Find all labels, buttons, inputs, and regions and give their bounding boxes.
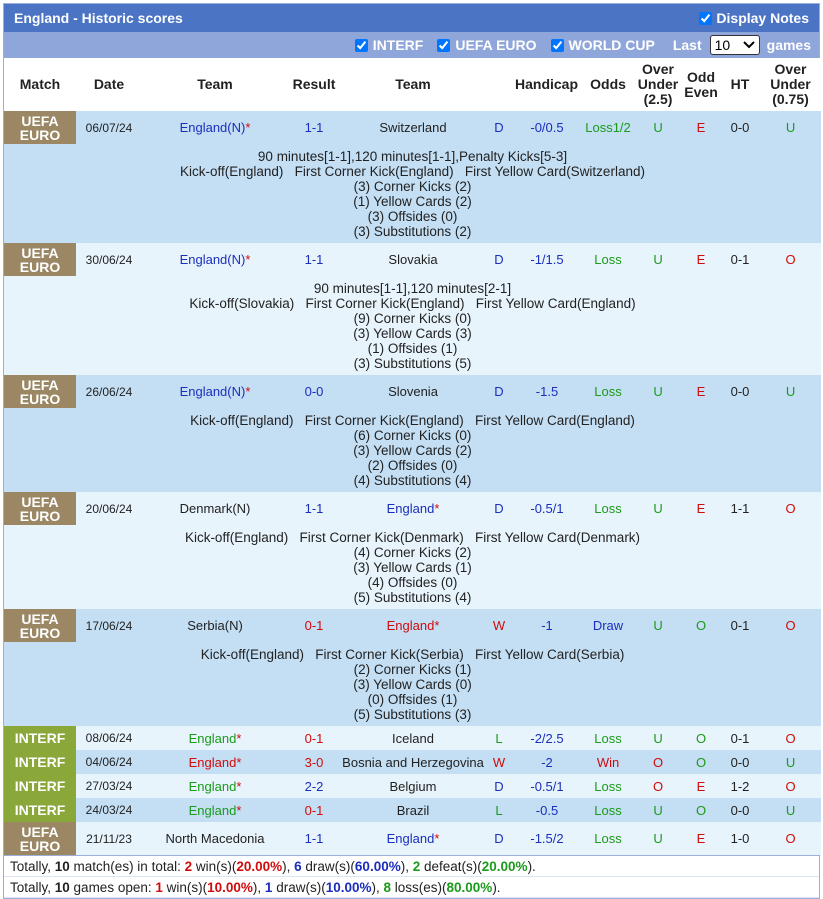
- home-team-name: Serbia(N): [187, 618, 243, 633]
- filter-bar: [4, 32, 819, 58]
- notes-line: (3) Substitutions (2): [353, 224, 472, 239]
- match-result[interactable]: 2-2: [288, 774, 340, 798]
- outcome-letter: D: [486, 822, 512, 855]
- notes-line: Kick-off(England) First Corner Kick(Serbia) First Yellow Card(Serbia): [200, 647, 625, 662]
- notes-line: (0) Offsides (1): [367, 692, 458, 707]
- away-team-name: England: [386, 501, 435, 516]
- odd-even: E: [682, 774, 720, 798]
- match-notes-row: [4, 276, 821, 375]
- over-under-075: O: [760, 726, 821, 750]
- col-result: Result: [288, 58, 340, 111]
- match-notes-row: [4, 525, 821, 609]
- col-odd-even: Odd Even: [682, 58, 720, 111]
- match-date: 24/03/24: [76, 798, 142, 822]
- handicap-value: -0.5: [512, 798, 582, 822]
- england-marker: *: [434, 831, 440, 846]
- over-under-25: U: [634, 375, 682, 408]
- match-row: [4, 609, 821, 642]
- home-team-name: North Macedonia: [165, 831, 265, 846]
- match-row: [4, 798, 821, 822]
- col-ht: HT: [720, 58, 760, 111]
- notes-line: (1) Offsides (1): [367, 341, 458, 356]
- over-under-075: U: [760, 111, 821, 144]
- match-date: 04/06/24: [76, 750, 142, 774]
- away-team-name: England: [386, 831, 435, 846]
- half-time-score: 1-1: [720, 492, 760, 525]
- home-team[interactable]: [142, 726, 288, 750]
- match-date: 20/06/24: [76, 492, 142, 525]
- competition-label: INTERF: [14, 778, 66, 794]
- match-notes-row: [4, 642, 821, 726]
- away-team-name: Slovakia: [388, 252, 438, 267]
- odd-even: E: [682, 243, 720, 276]
- filter-interf-label: INTERF: [372, 37, 424, 53]
- notes-line: 90 minutes[1-1],120 minutes[1-1],Penalty Kicks[5-3]: [257, 149, 568, 164]
- notes-line: (3) Corner Kicks (2): [353, 179, 472, 194]
- home-team-name: Denmark(N): [179, 501, 251, 516]
- competition-label-2: EURO: [19, 624, 61, 641]
- title-bar: [4, 4, 819, 32]
- away-team-name: Slovenia: [388, 384, 438, 399]
- col-over-under-075: Over Under (0.75): [760, 58, 821, 111]
- scores-body: [4, 111, 821, 855]
- odds-result: Draw: [582, 609, 634, 642]
- filter-euro[interactable]: [437, 37, 536, 53]
- competition-badge[interactable]: [4, 750, 76, 774]
- away-team-name: Bosnia and Herzegovina: [342, 754, 484, 770]
- over-under-075: U: [760, 750, 821, 774]
- competition-badge[interactable]: [4, 492, 76, 525]
- handicap-value: -0/0.5: [512, 111, 582, 144]
- filter-worldcup[interactable]: [551, 37, 655, 53]
- match-notes: [4, 525, 821, 609]
- summary-line-results: Totally, 10 match(es) in total: 2 win(s)(20.00%), 6 draw(s)(60.00%), 2 defeat(s)(20.00%).: [4, 856, 819, 877]
- notes-line: (3) Yellow Cards (2): [353, 443, 472, 458]
- half-time-score: 0-0: [720, 111, 760, 144]
- england-marker: *: [236, 778, 242, 794]
- home-team-name: England(N): [179, 384, 246, 399]
- half-time-score: 1-0: [720, 822, 760, 855]
- odd-even: E: [682, 822, 720, 855]
- competition-label: UEFA: [21, 823, 59, 840]
- competition-badge[interactable]: [4, 822, 76, 855]
- away-team-name: Belgium: [389, 778, 437, 794]
- match-notes: [4, 642, 821, 726]
- outcome-letter: D: [486, 375, 512, 408]
- notes-line: (4) Substitutions (4): [353, 473, 472, 488]
- notes-line: Kick-off(England) First Corner Kick(England) First Yellow Card(Switzerland): [180, 164, 645, 179]
- col-match: Match: [4, 58, 76, 111]
- display-notes-checkbox[interactable]: [699, 12, 712, 25]
- historic-scores-panel: [3, 3, 820, 899]
- away-team[interactable]: [340, 492, 486, 525]
- home-team[interactable]: [142, 243, 288, 276]
- home-team-name: England(N): [179, 252, 246, 267]
- competition-label-2: EURO: [19, 390, 61, 407]
- match-notes: [4, 408, 821, 492]
- home-team[interactable]: [142, 750, 288, 774]
- notes-line: (3) Substitutions (5): [353, 356, 472, 371]
- match-date: 27/03/24: [76, 774, 142, 798]
- handicap-value: -0.5/1: [512, 492, 582, 525]
- competition-badge[interactable]: [4, 111, 76, 144]
- last-label: Last: [672, 37, 702, 53]
- odd-even: E: [682, 492, 720, 525]
- match-result[interactable]: 0-1: [288, 798, 340, 822]
- match-row: [4, 750, 821, 774]
- notes-line: (9) Corner Kicks (0): [353, 311, 472, 326]
- scores-table: [4, 58, 821, 855]
- away-team[interactable]: [340, 774, 486, 798]
- over-under-075: O: [760, 243, 821, 276]
- match-notes-row: [4, 408, 821, 492]
- odds-result: Loss: [582, 726, 634, 750]
- games-label: games: [766, 37, 811, 53]
- home-team-name: England: [188, 730, 237, 746]
- half-time-score: 0-0: [720, 798, 760, 822]
- competition-label: UEFA: [21, 376, 59, 393]
- filter-euro-label: UEFA EURO: [455, 37, 537, 53]
- chevron-down-icon: [743, 41, 755, 49]
- over-under-075: O: [760, 609, 821, 642]
- home-team-name: England: [188, 778, 237, 794]
- half-time-score: 0-1: [720, 243, 760, 276]
- home-team-name: England: [188, 754, 237, 770]
- last-games-value: 10: [714, 37, 731, 53]
- notes-line: (4) Offsides (0): [367, 575, 458, 590]
- outcome-letter: W: [486, 609, 512, 642]
- odd-even: E: [682, 375, 720, 408]
- match-date: 21/11/23: [76, 822, 142, 855]
- competition-label: UEFA: [21, 244, 59, 261]
- filter-interf-checkbox[interactable]: [355, 39, 368, 52]
- odd-even: O: [682, 750, 720, 774]
- half-time-score: 0-0: [720, 750, 760, 774]
- filter-euro-checkbox[interactable]: [437, 39, 450, 52]
- match-date: 06/07/24: [76, 111, 142, 144]
- over-under-075: O: [760, 492, 821, 525]
- match-result[interactable]: 1-1: [288, 111, 340, 144]
- match-row: [4, 774, 821, 798]
- home-team-name: England: [188, 802, 237, 818]
- outcome-letter: D: [486, 774, 512, 798]
- over-under-25: U: [634, 243, 682, 276]
- notes-line: Kick-off(England) First Corner Kick(England) First Yellow Card(England): [190, 413, 635, 428]
- away-team-name: Switzerland: [379, 120, 447, 135]
- england-marker: *: [245, 384, 251, 399]
- notes-line: (2) Offsides (0): [367, 458, 458, 473]
- over-under-25: U: [634, 111, 682, 144]
- competition-label: UEFA: [21, 610, 59, 627]
- england-marker: *: [245, 120, 251, 135]
- odds-result: Loss: [582, 243, 634, 276]
- away-team[interactable]: [340, 798, 486, 822]
- col-over-under-25: Over Under (2.5): [634, 58, 682, 111]
- handicap-value: -1.5/2: [512, 822, 582, 855]
- filter-interf[interactable]: [355, 37, 424, 53]
- odds-result: Loss: [582, 492, 634, 525]
- competition-label-2: EURO: [19, 837, 61, 854]
- over-under-075: U: [760, 375, 821, 408]
- competition-label: UEFA: [21, 112, 59, 129]
- over-under-25: U: [634, 798, 682, 822]
- away-team[interactable]: [340, 609, 486, 642]
- notes-line: (5) Substitutions (3): [353, 707, 472, 722]
- competition-label: INTERF: [14, 730, 66, 746]
- over-under-25: O: [634, 750, 682, 774]
- home-team[interactable]: [142, 492, 288, 525]
- competition-label: UEFA: [21, 493, 59, 510]
- notes-line: (6) Corner Kicks (0): [353, 428, 472, 443]
- england-marker: *: [236, 802, 242, 818]
- over-under-25: U: [634, 822, 682, 855]
- match-row: [4, 111, 821, 144]
- home-team-name: England(N): [179, 120, 246, 135]
- half-time-score: 0-1: [720, 609, 760, 642]
- odds-result: Loss1/2: [582, 111, 634, 144]
- handicap-value: -1.5: [512, 375, 582, 408]
- notes-line: (2) Corner Kicks (1): [353, 662, 472, 677]
- away-team[interactable]: [340, 243, 486, 276]
- competition-label: INTERF: [14, 802, 66, 818]
- away-team[interactable]: [340, 750, 486, 774]
- match-notes: [4, 144, 821, 243]
- over-under-075: O: [760, 822, 821, 855]
- half-time-score: 1-2: [720, 774, 760, 798]
- match-result[interactable]: 1-1: [288, 822, 340, 855]
- notes-line: (3) Yellow Cards (1): [353, 560, 472, 575]
- home-team[interactable]: [142, 609, 288, 642]
- handicap-value: -2: [512, 750, 582, 774]
- handicap-value: -2/2.5: [512, 726, 582, 750]
- competition-badge[interactable]: [4, 726, 76, 750]
- odd-even: O: [682, 726, 720, 750]
- match-result[interactable]: 0-1: [288, 609, 340, 642]
- england-marker: *: [434, 618, 440, 633]
- england-marker: *: [236, 754, 242, 770]
- away-team-name: Brazil: [396, 802, 430, 818]
- away-team-name: England: [386, 618, 435, 633]
- match-notes-row: [4, 144, 821, 243]
- notes-line: (3) Offsides (0): [367, 209, 458, 224]
- odds-result: Win: [582, 750, 634, 774]
- competition-badge[interactable]: [4, 375, 76, 408]
- match-row: [4, 726, 821, 750]
- competition-badge[interactable]: [4, 609, 76, 642]
- match-date: 30/06/24: [76, 243, 142, 276]
- notes-line: (1) Yellow Cards (2): [353, 194, 472, 209]
- col-odds: Odds: [582, 58, 634, 111]
- over-under-075: O: [760, 774, 821, 798]
- competition-label-2: EURO: [19, 126, 61, 143]
- notes-line: Kick-off(Slovakia) First Corner Kick(England) First Yellow Card(England): [189, 296, 636, 311]
- competition-label-2: EURO: [19, 507, 61, 524]
- last-games-select[interactable]: [710, 35, 760, 55]
- match-row: [4, 243, 821, 276]
- display-notes-label: Display Notes: [716, 10, 809, 26]
- over-under-25: O: [634, 774, 682, 798]
- match-result[interactable]: 0-1: [288, 726, 340, 750]
- away-team[interactable]: [340, 375, 486, 408]
- odd-even: O: [682, 609, 720, 642]
- outcome-letter: L: [486, 726, 512, 750]
- summary-footer: [4, 855, 819, 898]
- england-marker: *: [434, 501, 440, 516]
- display-notes-toggle[interactable]: [699, 10, 809, 26]
- odds-result: Loss: [582, 822, 634, 855]
- handicap-value: -0.5/1: [512, 774, 582, 798]
- home-team[interactable]: [142, 798, 288, 822]
- competition-badge[interactable]: [4, 798, 76, 822]
- odd-even: E: [682, 111, 720, 144]
- away-team[interactable]: [340, 822, 486, 855]
- col-date: Date: [76, 58, 142, 111]
- outcome-letter: L: [486, 798, 512, 822]
- outcome-letter: W: [486, 750, 512, 774]
- col-handicap: Handicap: [486, 58, 582, 111]
- away-team[interactable]: [340, 111, 486, 144]
- home-team[interactable]: [142, 375, 288, 408]
- match-date: 17/06/24: [76, 609, 142, 642]
- match-row: [4, 492, 821, 525]
- outcome-letter: D: [486, 111, 512, 144]
- notes-line: (3) Yellow Cards (0): [353, 677, 472, 692]
- competition-badge[interactable]: [4, 774, 76, 798]
- home-team[interactable]: [142, 111, 288, 144]
- competition-label: INTERF: [14, 754, 66, 770]
- panel-title: England - Historic scores: [14, 10, 183, 26]
- home-team[interactable]: [142, 822, 288, 855]
- outcome-letter: D: [486, 243, 512, 276]
- handicap-value: -1/1.5: [512, 243, 582, 276]
- away-team-name: Iceland: [392, 730, 434, 746]
- filter-worldcup-checkbox[interactable]: [551, 39, 564, 52]
- match-result[interactable]: 1-1: [288, 243, 340, 276]
- competition-label-2: EURO: [19, 258, 61, 275]
- england-marker: *: [245, 252, 251, 267]
- odd-even: O: [682, 798, 720, 822]
- over-under-25: U: [634, 492, 682, 525]
- match-date: 26/06/24: [76, 375, 142, 408]
- handicap-value: -1: [512, 609, 582, 642]
- over-under-25: U: [634, 726, 682, 750]
- over-under-075: U: [760, 798, 821, 822]
- england-marker: *: [236, 730, 242, 746]
- competition-badge[interactable]: [4, 243, 76, 276]
- match-row: [4, 822, 821, 855]
- over-under-25: U: [634, 609, 682, 642]
- match-notes: [4, 276, 821, 375]
- col-team-home: Team: [142, 58, 288, 111]
- notes-line: (4) Corner Kicks (2): [353, 545, 472, 560]
- col-team-away: Team: [340, 58, 486, 111]
- odds-result: Loss: [582, 375, 634, 408]
- odds-result: Loss: [582, 774, 634, 798]
- away-team[interactable]: [340, 726, 486, 750]
- match-result[interactable]: 3-0: [288, 750, 340, 774]
- match-date: 08/06/24: [76, 726, 142, 750]
- table-header: [4, 58, 821, 111]
- notes-line: 90 minutes[1-1],120 minutes[2-1]: [313, 281, 512, 296]
- match-result[interactable]: 0-0: [288, 375, 340, 408]
- odds-result: Loss: [582, 798, 634, 822]
- filter-worldcup-label: WORLD CUP: [568, 37, 655, 53]
- summary-line-handicap: Totally, 10 games open: 1 win(s)(10.00%), 1 draw(s)(10.00%), 8 loss(es)(80.00%).: [4, 877, 819, 898]
- half-time-score: 0-1: [720, 726, 760, 750]
- half-time-score: 0-0: [720, 375, 760, 408]
- notes-line: (3) Yellow Cards (3): [353, 326, 472, 341]
- notes-line: Kick-off(England) First Corner Kick(Denmark) First Yellow Card(Denmark): [184, 530, 641, 545]
- match-result[interactable]: 1-1: [288, 492, 340, 525]
- outcome-letter: D: [486, 492, 512, 525]
- notes-line: (5) Substitutions (4): [353, 590, 472, 605]
- home-team[interactable]: [142, 774, 288, 798]
- match-row: [4, 375, 821, 408]
